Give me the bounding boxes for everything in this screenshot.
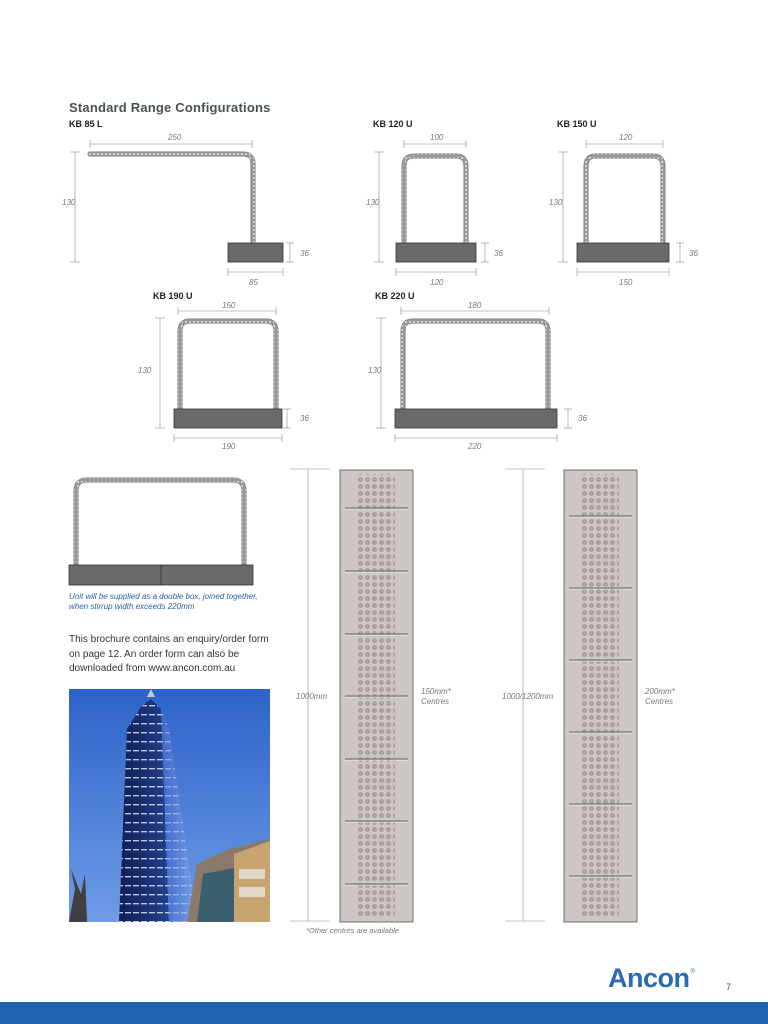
double-box-note: Unit will be supplied as a double box, joined together, when stirrup width exceeds 220mm — [69, 592, 258, 611]
strip-1 — [340, 470, 413, 922]
config-label-kb190u: KB 190 U — [153, 291, 193, 301]
base-kb120u — [396, 243, 476, 262]
strip-1-centres-label-2: Centres — [421, 697, 450, 706]
base-kb85l — [228, 243, 283, 262]
dim-kb220u-base-height: 36 — [578, 414, 587, 423]
dim-kb190u-width: 150 — [222, 301, 236, 310]
centres-footnote: *Other centres are available — [306, 926, 399, 935]
strip-1-length-label: 1000mm — [296, 692, 328, 701]
building-photo — [69, 689, 270, 922]
dim-kb220u-height: 130 — [368, 366, 382, 375]
dim-kb190u-base-height: 36 — [300, 414, 309, 423]
dim-kb120u-base-width: 120 — [430, 278, 444, 287]
dim-kb85l-height: 130 — [62, 198, 76, 207]
dim-kb85l-base-height: 36 — [300, 249, 309, 258]
footer-bar — [0, 1002, 768, 1024]
dim-kb220u-width: 180 — [468, 301, 482, 310]
dim-kb150u-width: 120 — [619, 133, 633, 142]
strip-1-centres-label: 150mm* — [421, 687, 451, 696]
strip-2 — [564, 470, 637, 922]
dim-kb120u-height: 130 — [366, 198, 380, 207]
strip-2-centres-label-2: Centres — [645, 697, 674, 706]
strip-2-length-label: 1000/1200mm — [502, 692, 554, 701]
base-kb190u — [174, 409, 282, 428]
dim-kb120u-base-height: 36 — [494, 249, 503, 258]
dim-kb190u-height: 130 — [138, 366, 152, 375]
base-kb150u — [577, 243, 669, 262]
dim-kb150u-base-width: 150 — [619, 278, 633, 287]
strip-2-centres-label: 200mm* — [645, 687, 675, 696]
base-kb220u — [395, 409, 557, 428]
double-box-left — [69, 565, 161, 585]
double-box-right — [161, 565, 253, 585]
dim-kb120u-width: 100 — [430, 133, 444, 142]
config-label-kb85l: KB 85 L — [69, 119, 103, 129]
ancon-logo: Ancon® — [608, 963, 695, 993]
config-label-kb220u: KB 220 U — [375, 291, 415, 301]
dim-kb85l-base-width: 85 — [249, 278, 258, 287]
page-number: 7 — [726, 982, 732, 992]
order-info-text: This brochure contains an enquiry/order form on page 12. An order form can also be downloaded from www.ancon.com.au — [69, 634, 269, 674]
config-label-kb150u: KB 150 U — [557, 119, 597, 129]
config-label-kb120u: KB 120 U — [373, 119, 413, 129]
section-title: Standard Range Configurations — [69, 100, 271, 115]
dim-kb150u-height: 130 — [549, 198, 563, 207]
dim-kb150u-base-height: 36 — [689, 249, 698, 258]
dim-kb190u-base-width: 190 — [222, 442, 236, 451]
dim-kb85l-width: 250 — [168, 133, 182, 142]
dim-kb220u-base-width: 220 — [468, 442, 482, 451]
